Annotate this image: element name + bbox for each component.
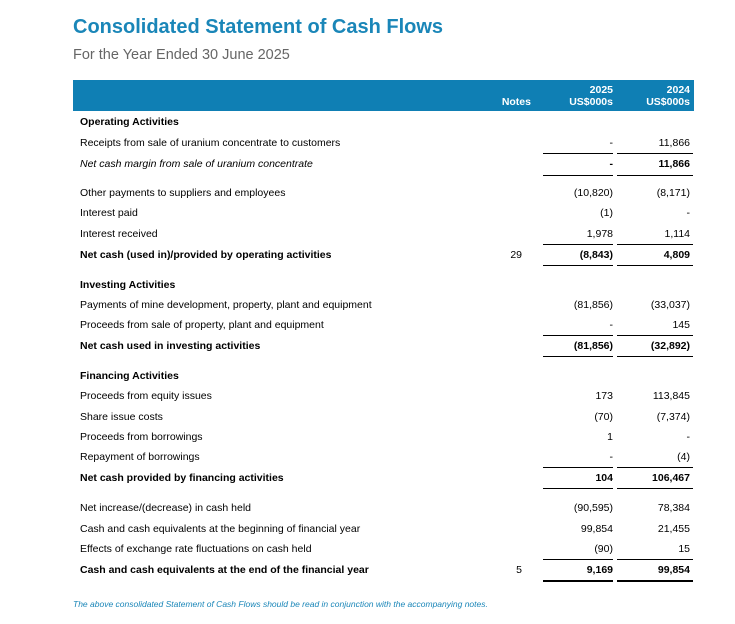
notes-column-header: Notes — [501, 96, 531, 108]
value-2025: (90) — [594, 543, 613, 555]
value-2025: (81,856) — [573, 299, 613, 311]
row-label: Net cash used in investing activities — [80, 340, 261, 352]
value-2024: 15 — [678, 543, 690, 555]
table-row — [0, 519, 735, 539]
value-2024: 21,455 — [657, 523, 690, 535]
value-2025: 1 — [607, 431, 613, 443]
value-2025: - — [609, 137, 613, 149]
value-2025: (8,843) — [579, 249, 613, 261]
table-row — [0, 133, 735, 153]
rule — [543, 488, 613, 489]
row-label: Share issue costs — [80, 411, 163, 423]
rule — [617, 488, 693, 489]
value-2024: (33,037) — [650, 299, 690, 311]
row-label: Proceeds from equity issues — [80, 390, 212, 402]
row-label: Net cash (used in)/provided by operating activities — [80, 249, 332, 261]
value-2024: (7,374) — [656, 411, 690, 423]
page-title: Consolidated Statement of Cash Flows — [73, 16, 444, 38]
col-2025-year: 2025 — [589, 84, 613, 96]
note-reference: 5 — [516, 564, 522, 576]
value-2025: 173 — [595, 390, 613, 402]
table-row — [0, 427, 735, 447]
row-label: Net increase/(decrease) in cash held — [80, 502, 252, 514]
section-heading-financing — [0, 366, 735, 386]
row-label: Financing Activities — [80, 370, 179, 382]
table-row — [0, 315, 735, 335]
row-label: Net cash margin from sale of uranium concentrate — [80, 158, 313, 170]
table-header — [73, 80, 694, 111]
value-2025: - — [609, 319, 613, 331]
value-2025: (10,820) — [573, 187, 613, 199]
row-label: Repayment of borrowings — [80, 451, 200, 463]
section-heading-investing — [0, 275, 735, 295]
col-2025-unit: US$000s — [569, 96, 613, 108]
value-2024: 4,809 — [663, 249, 690, 261]
col-2024-year: 2024 — [666, 84, 690, 96]
value-2024: 113,845 — [652, 390, 690, 402]
row-label: Proceeds from sale of property, plant and equipment — [80, 319, 324, 331]
table-row — [0, 407, 735, 427]
value-2025: (90,595) — [573, 502, 613, 514]
value-2025: 99,854 — [580, 523, 613, 535]
table-row — [0, 560, 735, 580]
rule — [617, 265, 693, 266]
table-row — [0, 386, 735, 406]
row-label: Payments of mine development, property, plant and equipment — [80, 299, 372, 311]
table-row — [0, 154, 735, 174]
note-reference: 29 — [510, 249, 522, 261]
row-label: Interest paid — [80, 207, 138, 219]
table-row — [0, 336, 735, 356]
table-row — [0, 468, 735, 488]
value-2024: 99,854 — [657, 564, 690, 576]
footnote: The above consolidated Statement of Cash Flows should be read in conjunction with the accompanying notes. — [73, 599, 488, 609]
section-heading-operating — [0, 112, 735, 132]
value-2024: 1,114 — [664, 228, 690, 240]
value-2024: 11,866 — [658, 137, 690, 149]
value-2025: - — [609, 451, 613, 463]
rule — [617, 356, 693, 357]
rule — [543, 580, 613, 582]
value-2024: (32,892) — [650, 340, 690, 352]
rule — [617, 580, 693, 582]
rule — [543, 175, 613, 176]
value-2024: 106,467 — [652, 472, 690, 484]
col-2024-unit: US$000s — [646, 96, 690, 108]
table-row — [0, 245, 735, 265]
value-2025: - — [609, 158, 613, 170]
row-label: Cash and cash equivalents at the beginning of financial year — [80, 523, 361, 535]
row-label: Effects of exchange rate fluctuations on cash held — [80, 543, 312, 555]
value-2025: (1) — [600, 207, 613, 219]
row-label: Operating Activities — [80, 116, 179, 128]
table-row — [0, 224, 735, 244]
value-2024: - — [686, 431, 690, 443]
table-row — [0, 498, 735, 518]
value-2024: 11,866 — [658, 158, 690, 170]
table-row — [0, 447, 735, 467]
rule — [617, 175, 693, 176]
value-2025: (70) — [594, 411, 613, 423]
value-2025: (81,856) — [573, 340, 613, 352]
value-2024: (8,171) — [656, 187, 690, 199]
table-row — [0, 183, 735, 203]
row-label: Proceeds from borrowings — [80, 431, 203, 443]
value-2025: 1,978 — [586, 228, 613, 240]
row-label: Net cash provided by financing activities — [80, 472, 284, 484]
row-label: Receipts from sale of uranium concentrate to customers — [80, 137, 341, 149]
value-2024: (4) — [677, 451, 690, 463]
table-row — [0, 203, 735, 223]
row-label: Interest received — [80, 228, 158, 240]
row-label: Cash and cash equivalents at the end of the financial year — [80, 564, 369, 576]
value-2024: 145 — [672, 319, 690, 331]
value-2024: - — [686, 207, 690, 219]
page-subtitle: For the Year Ended 30 June 2025 — [73, 47, 290, 63]
table-row — [0, 539, 735, 559]
row-label: Other payments to suppliers and employees — [80, 187, 286, 199]
table-row — [0, 295, 735, 315]
row-label: Investing Activities — [80, 279, 176, 291]
value-2025: 9,169 — [586, 564, 613, 576]
value-2025: 104 — [595, 472, 613, 484]
rule — [543, 356, 613, 357]
rule — [543, 265, 613, 266]
value-2024: 78,384 — [657, 502, 690, 514]
